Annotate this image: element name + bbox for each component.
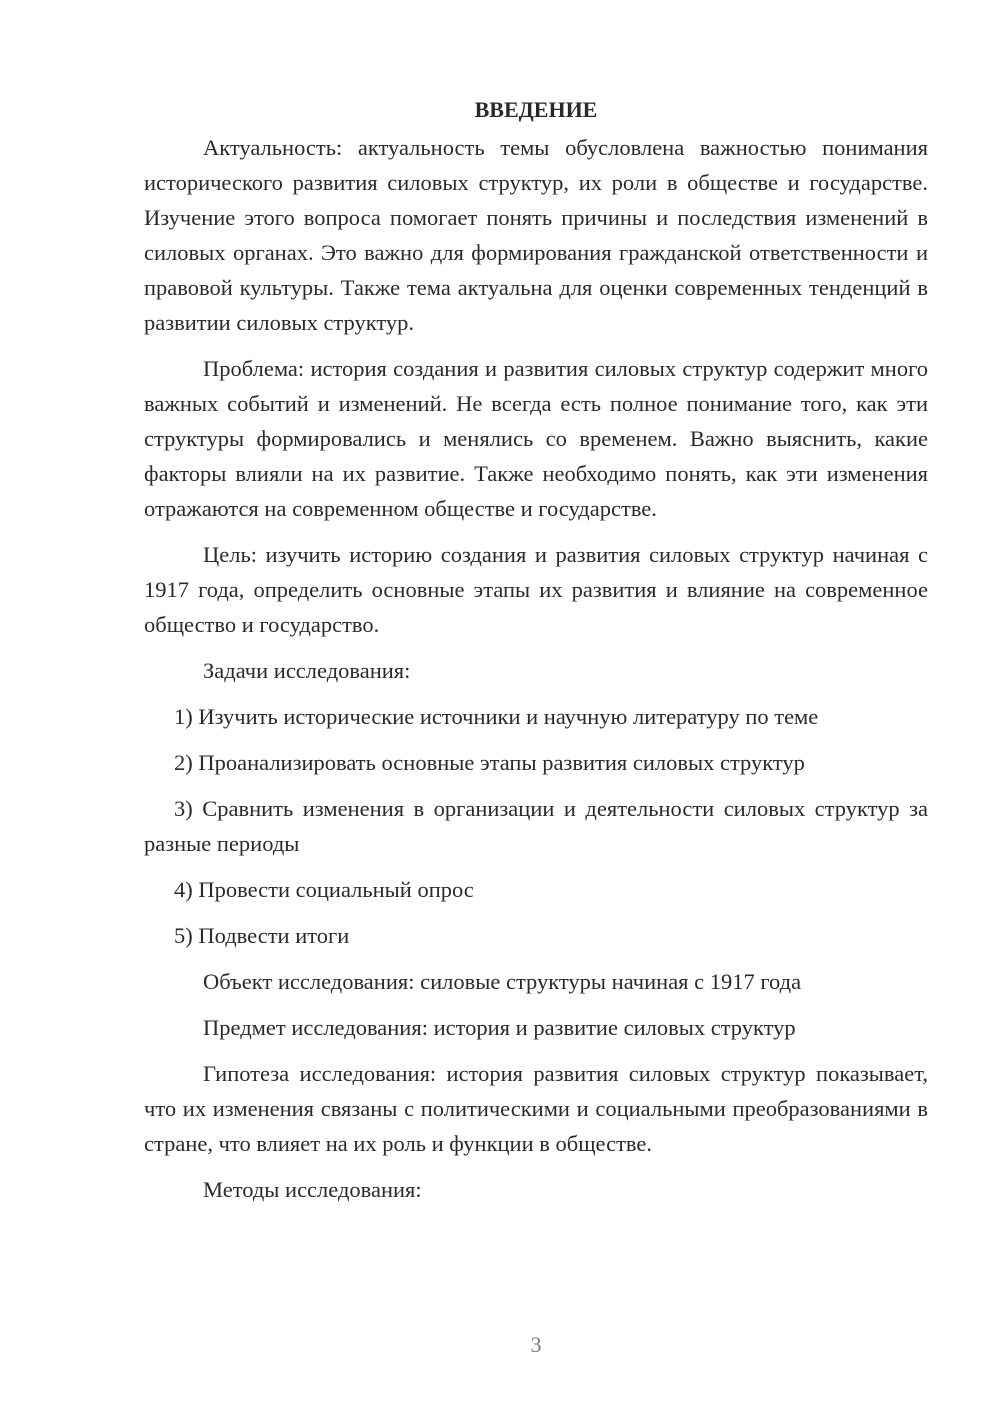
subject-paragraph: Предмет исследования: история и развитие силовых структур bbox=[203, 1015, 796, 1040]
tasks-title: Задачи исследования: bbox=[203, 658, 411, 683]
page-number: 3 bbox=[530, 1332, 542, 1357]
task-item-2: 2) Проанализировать основные этапы развития силовых структур bbox=[174, 750, 805, 775]
task-item-3: 3) Сравнить изменения в организации и деятельности силовых структур за разные периоды bbox=[144, 796, 928, 856]
section-heading: ВВЕДЕНИЕ bbox=[474, 97, 598, 122]
document-body bbox=[144, 92, 928, 1207]
relevance-paragraph: Актуальность: актуальность темы обусловлена важностью понимания исторического развития силовых структур, их роли в обществе и государстве. Изучение этого вопроса помогает понять причины и последствия изменений в силовых органах. Это важно для формирования гражданской ответственности и правовой культуры. Также тема актуальна для оценки современных тенденций в развитии силовых структур. bbox=[144, 135, 928, 335]
task-item-4: 4) Провести социальный опрос bbox=[174, 877, 474, 902]
task-item-5: 5) Подвести итоги bbox=[174, 923, 350, 948]
object-paragraph: Объект исследования: силовые структуры начиная с 1917 года bbox=[203, 969, 802, 994]
task-item-1: 1) Изучить исторические источники и научную литературу по теме bbox=[174, 704, 819, 729]
hypothesis-paragraph: Гипотеза исследования: история развития силовых структур показывает, что их изменения связаны с политическими и социальными преобразованиями в стране, что влияет на их роль и функции в обществе. bbox=[144, 1061, 928, 1156]
methods-paragraph: Методы исследования: bbox=[203, 1177, 422, 1202]
goal-paragraph: Цель: изучить историю создания и развития силовых структур начиная с 1917 года, определить основные этапы их развития и влияние на современное общество и государство. bbox=[144, 542, 928, 637]
problem-paragraph: Проблема: история создания и развития силовых структур содержит много важных событий и изменений. Не всегда есть полное понимание того, как эти структуры формировались и менялись со временем. Важно выяснить, какие факторы влияли на их развитие. Также необходимо понять, как эти изменения отражаются на современном обществе и государстве. bbox=[144, 356, 928, 521]
